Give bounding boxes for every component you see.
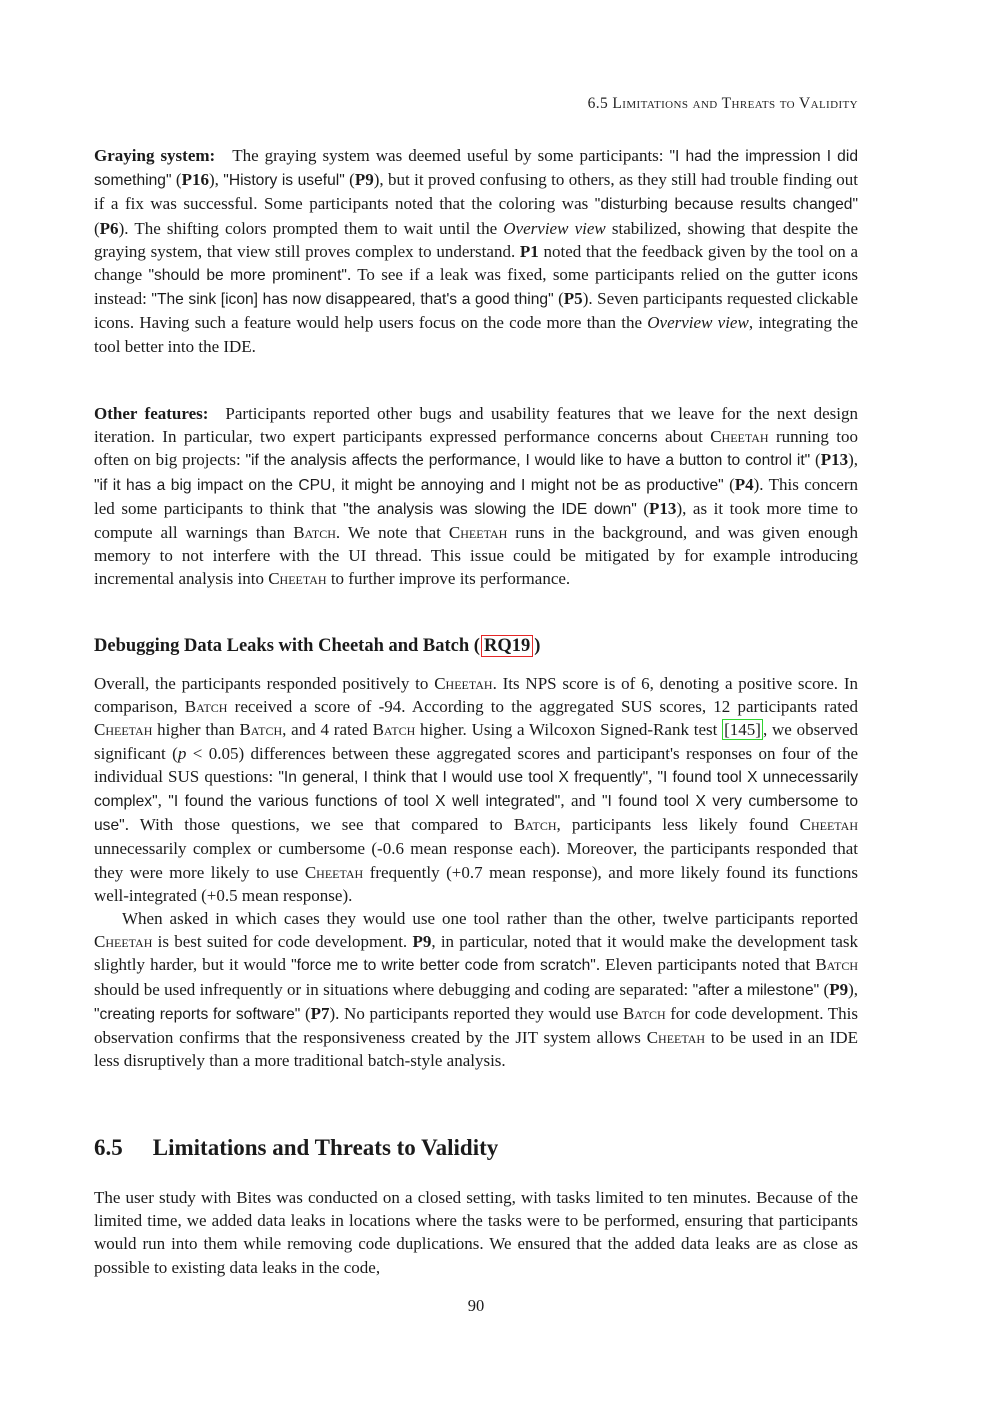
paragraph-limitations-body: [94, 1186, 858, 1279]
tool-name: Batch: [293, 523, 336, 543]
text-segment: noted that the feedback given by the tool on a change: [94, 241, 858, 285]
text-segment: The user study with Bites was conducted on a closed setting, with tasks limited to ten minutes. Because of the limited time, we added data leaks in locations where the tasks were to be performed, ensuring that participants would run into them while removing code duplications. We ensured that the added data leaks are as close as possible to existing data leaks in the code,: [94, 1188, 858, 1277]
section-number: 6.5: [94, 1135, 123, 1160]
text-segment: P13: [820, 450, 849, 470]
text-segment: "after a milestone": [692, 981, 820, 999]
text-segment: P9: [354, 170, 374, 190]
tool-name: Cheetah: [434, 674, 493, 693]
text-segment: "if it has a big impact on the CPU, it might be annoying and I might not be as productive": [94, 476, 724, 494]
text-segment: to be used in an IDE less disruptively than a more traditional batch-style analysis.: [94, 1028, 858, 1071]
text-segment: P13: [649, 498, 677, 518]
section-title: Limitations and Threats to Validity: [152, 1135, 499, 1160]
text-segment: . To see if a leak was fixed, some participants relied on the gutter icons instead:: [94, 265, 858, 309]
text-segment: "disturbing because results changed": [594, 196, 858, 214]
text-segment: "the analysis was slowing the IDE down": [343, 500, 637, 518]
text-segment: < 0.05) differences between these aggregated scores and participant's responses on four of the individual SUS questions:: [94, 743, 859, 786]
text-segment: received a score of -94. According to the aggregated SUS scores, 12 participants rated: [227, 697, 858, 717]
text-segment: higher than: [152, 720, 240, 740]
citation-145-link[interactable]: [145]: [724, 720, 761, 740]
text-segment: (: [94, 218, 100, 238]
text-segment: ),: [208, 170, 224, 190]
text-segment: Graying system:: [94, 146, 216, 165]
paragraph-overall-nps-sus: [94, 672, 858, 907]
paragraph-graying-system: [94, 144, 858, 358]
tool-name: Batch: [815, 955, 858, 975]
text-segment: , integrating the tool better into the IDE.: [94, 313, 858, 356]
text-segment: should be used infrequently or in situations where debugging and coding are separated:: [94, 979, 693, 999]
subsection-heading-debugging-data-leaks: [94, 633, 858, 659]
text-segment: P7: [310, 1003, 330, 1023]
text-segment: P9: [412, 932, 432, 952]
page-number: 90: [467, 1296, 485, 1315]
tool-name: Cheetah: [799, 815, 858, 835]
text-segment: "should be more prominent": [148, 267, 347, 285]
text-segment: P9: [829, 979, 849, 999]
tool-name: Batch: [622, 1003, 666, 1023]
tool-name: Cheetah: [448, 523, 508, 543]
text-segment: ), but it proved confusing to others, as they still had trouble finding out if a fix was successful. Some participants noted that the coloring was: [94, 170, 858, 214]
text-segment: . Its NPS score is of 6, denoting a positive score. In comparison,: [94, 674, 858, 717]
text-segment: When asked in which cases they would use one tool rather than the other, twelve participants reported: [122, 909, 858, 929]
rq19-link[interactable]: RQ19: [481, 635, 533, 657]
text-segment: (: [553, 289, 564, 309]
text-segment: "I found tool X very cumbersome to use": [94, 793, 859, 835]
text-segment: ). This concern led some participants to think that: [94, 474, 858, 518]
text-segment: (: [344, 170, 355, 190]
text-segment: . We note that: [335, 523, 449, 543]
text-segment: is best suited for code development.: [152, 932, 413, 952]
text-segment: "if the analysis affects the performance, I would like to have a button to control it": [245, 452, 811, 470]
text-segment: ). Seven participants requested clickable icons. Having such a feature would help users focus on the code more than the: [94, 289, 858, 333]
paragraph-when-asked: [94, 907, 858, 1072]
text-segment: . With those questions, we see that compared to: [124, 815, 514, 835]
text-segment: (: [171, 170, 182, 190]
text-segment: (: [723, 474, 735, 494]
text-segment: , and 4 rated: [282, 720, 373, 740]
section-heading-limitations: [94, 1133, 858, 1163]
text-segment: (: [636, 498, 650, 518]
text-segment: ),: [848, 450, 858, 470]
running-header: 6.5 Limitations and Threats to Validity: [587, 95, 858, 112]
tool-name: Cheetah: [710, 427, 769, 447]
text-segment: (: [819, 979, 830, 999]
text-segment: ),: [848, 979, 858, 999]
text-segment: "I found the various functions of tool X well integrated": [168, 793, 561, 811]
text-segment: ), as it took more time to compute all warnings than: [94, 498, 858, 543]
text-segment: unnecessarily complex or cumbersome (-0.6 mean response each). Moreover, the participants responded that they were more likely to use: [94, 839, 858, 882]
text-segment: to further improve its performance.: [326, 569, 571, 589]
tool-name: Batch: [239, 720, 283, 740]
text-segment: "The sink [icon] has now disappeared, that's a good thing": [151, 291, 554, 309]
text-segment: "I found tool X unnecessarily complex": [94, 768, 859, 811]
text-segment: Overall, the participants responded positively to: [94, 674, 435, 693]
text-segment: "creating reports for software": [94, 1005, 301, 1023]
tool-name: Batch: [372, 720, 416, 740]
tool-name: Batch: [513, 815, 557, 835]
text-segment: Other features:: [94, 404, 209, 423]
text-segment: (: [810, 450, 821, 470]
text-segment: (: [300, 1003, 311, 1023]
text-segment: for code development. This observation confirms that the responsiveness created by the JIT system allows: [94, 1003, 858, 1048]
tool-name: Cheetah: [94, 720, 153, 740]
text-segment: P5: [563, 289, 583, 309]
text-segment: ,: [157, 791, 169, 811]
text-segment: ). The shifting colors prompted them to wait until the: [118, 218, 504, 238]
text-segment: , and: [560, 791, 602, 811]
text-segment: stabilized, showing that despite the graying system, that view still proves complex to understand.: [94, 218, 858, 261]
text-segment: P1: [519, 241, 539, 261]
text-segment: "In general, I think that I would use tool X frequently": [278, 768, 649, 786]
text-segment: Overview view: [503, 218, 606, 238]
text-segment: running too often on big projects:: [94, 427, 858, 470]
tool-name: Cheetah: [268, 569, 327, 589]
text-segment: Debugging Data Leaks with Cheetah and Batch (: [94, 636, 480, 656]
text-segment: higher. Using a Wilcoxon Signed-Rank test: [415, 720, 723, 740]
text-segment: Participants reported other bugs and usability features that we leave for the next design iteration. In particular, two expert participants expressed performance concerns about: [94, 404, 858, 447]
text-segment: The graying system was deemed useful by some participants:: [215, 146, 670, 165]
text-segment: P6: [99, 218, 119, 238]
text-segment: , participants less likely found: [556, 815, 800, 835]
tool-name: Cheetah: [646, 1028, 706, 1048]
text-segment: frequently (+0.7 mean response), and more likely found its functions well-integrated (+0.5 mean response).: [94, 862, 858, 905]
text-segment: runs in the background, and was given enough memory to not interfere with the UI thread. This issue could be mitigated by for example introducing incremental analysis into: [94, 523, 858, 589]
text-segment: , in particular, noted that it would make the development task slightly harder, but it would: [94, 932, 858, 975]
text-segment: P4: [734, 474, 754, 494]
text-segment: ). No participants reported they would use: [329, 1003, 623, 1023]
text-segment: ,: [648, 766, 658, 786]
tool-name: Cheetah: [304, 862, 364, 882]
text-segment: "History is useful": [223, 172, 345, 190]
results-paragraph-block: [94, 672, 858, 1072]
text-segment: P16: [181, 170, 209, 190]
text-segment: , we observed significant (: [94, 720, 858, 763]
paragraph-other-features: [94, 402, 858, 591]
text-segment: Overview view: [647, 313, 749, 333]
text-segment: "force me to write better code from scratch": [291, 957, 596, 975]
text-segment: "I had the impression I did something": [94, 148, 858, 190]
text-segment: p: [177, 743, 187, 763]
tool-name: Batch: [184, 697, 228, 717]
text-segment: ): [534, 636, 541, 656]
tool-name: Cheetah: [94, 932, 153, 952]
text-segment: . Eleven participants noted that: [595, 955, 816, 975]
